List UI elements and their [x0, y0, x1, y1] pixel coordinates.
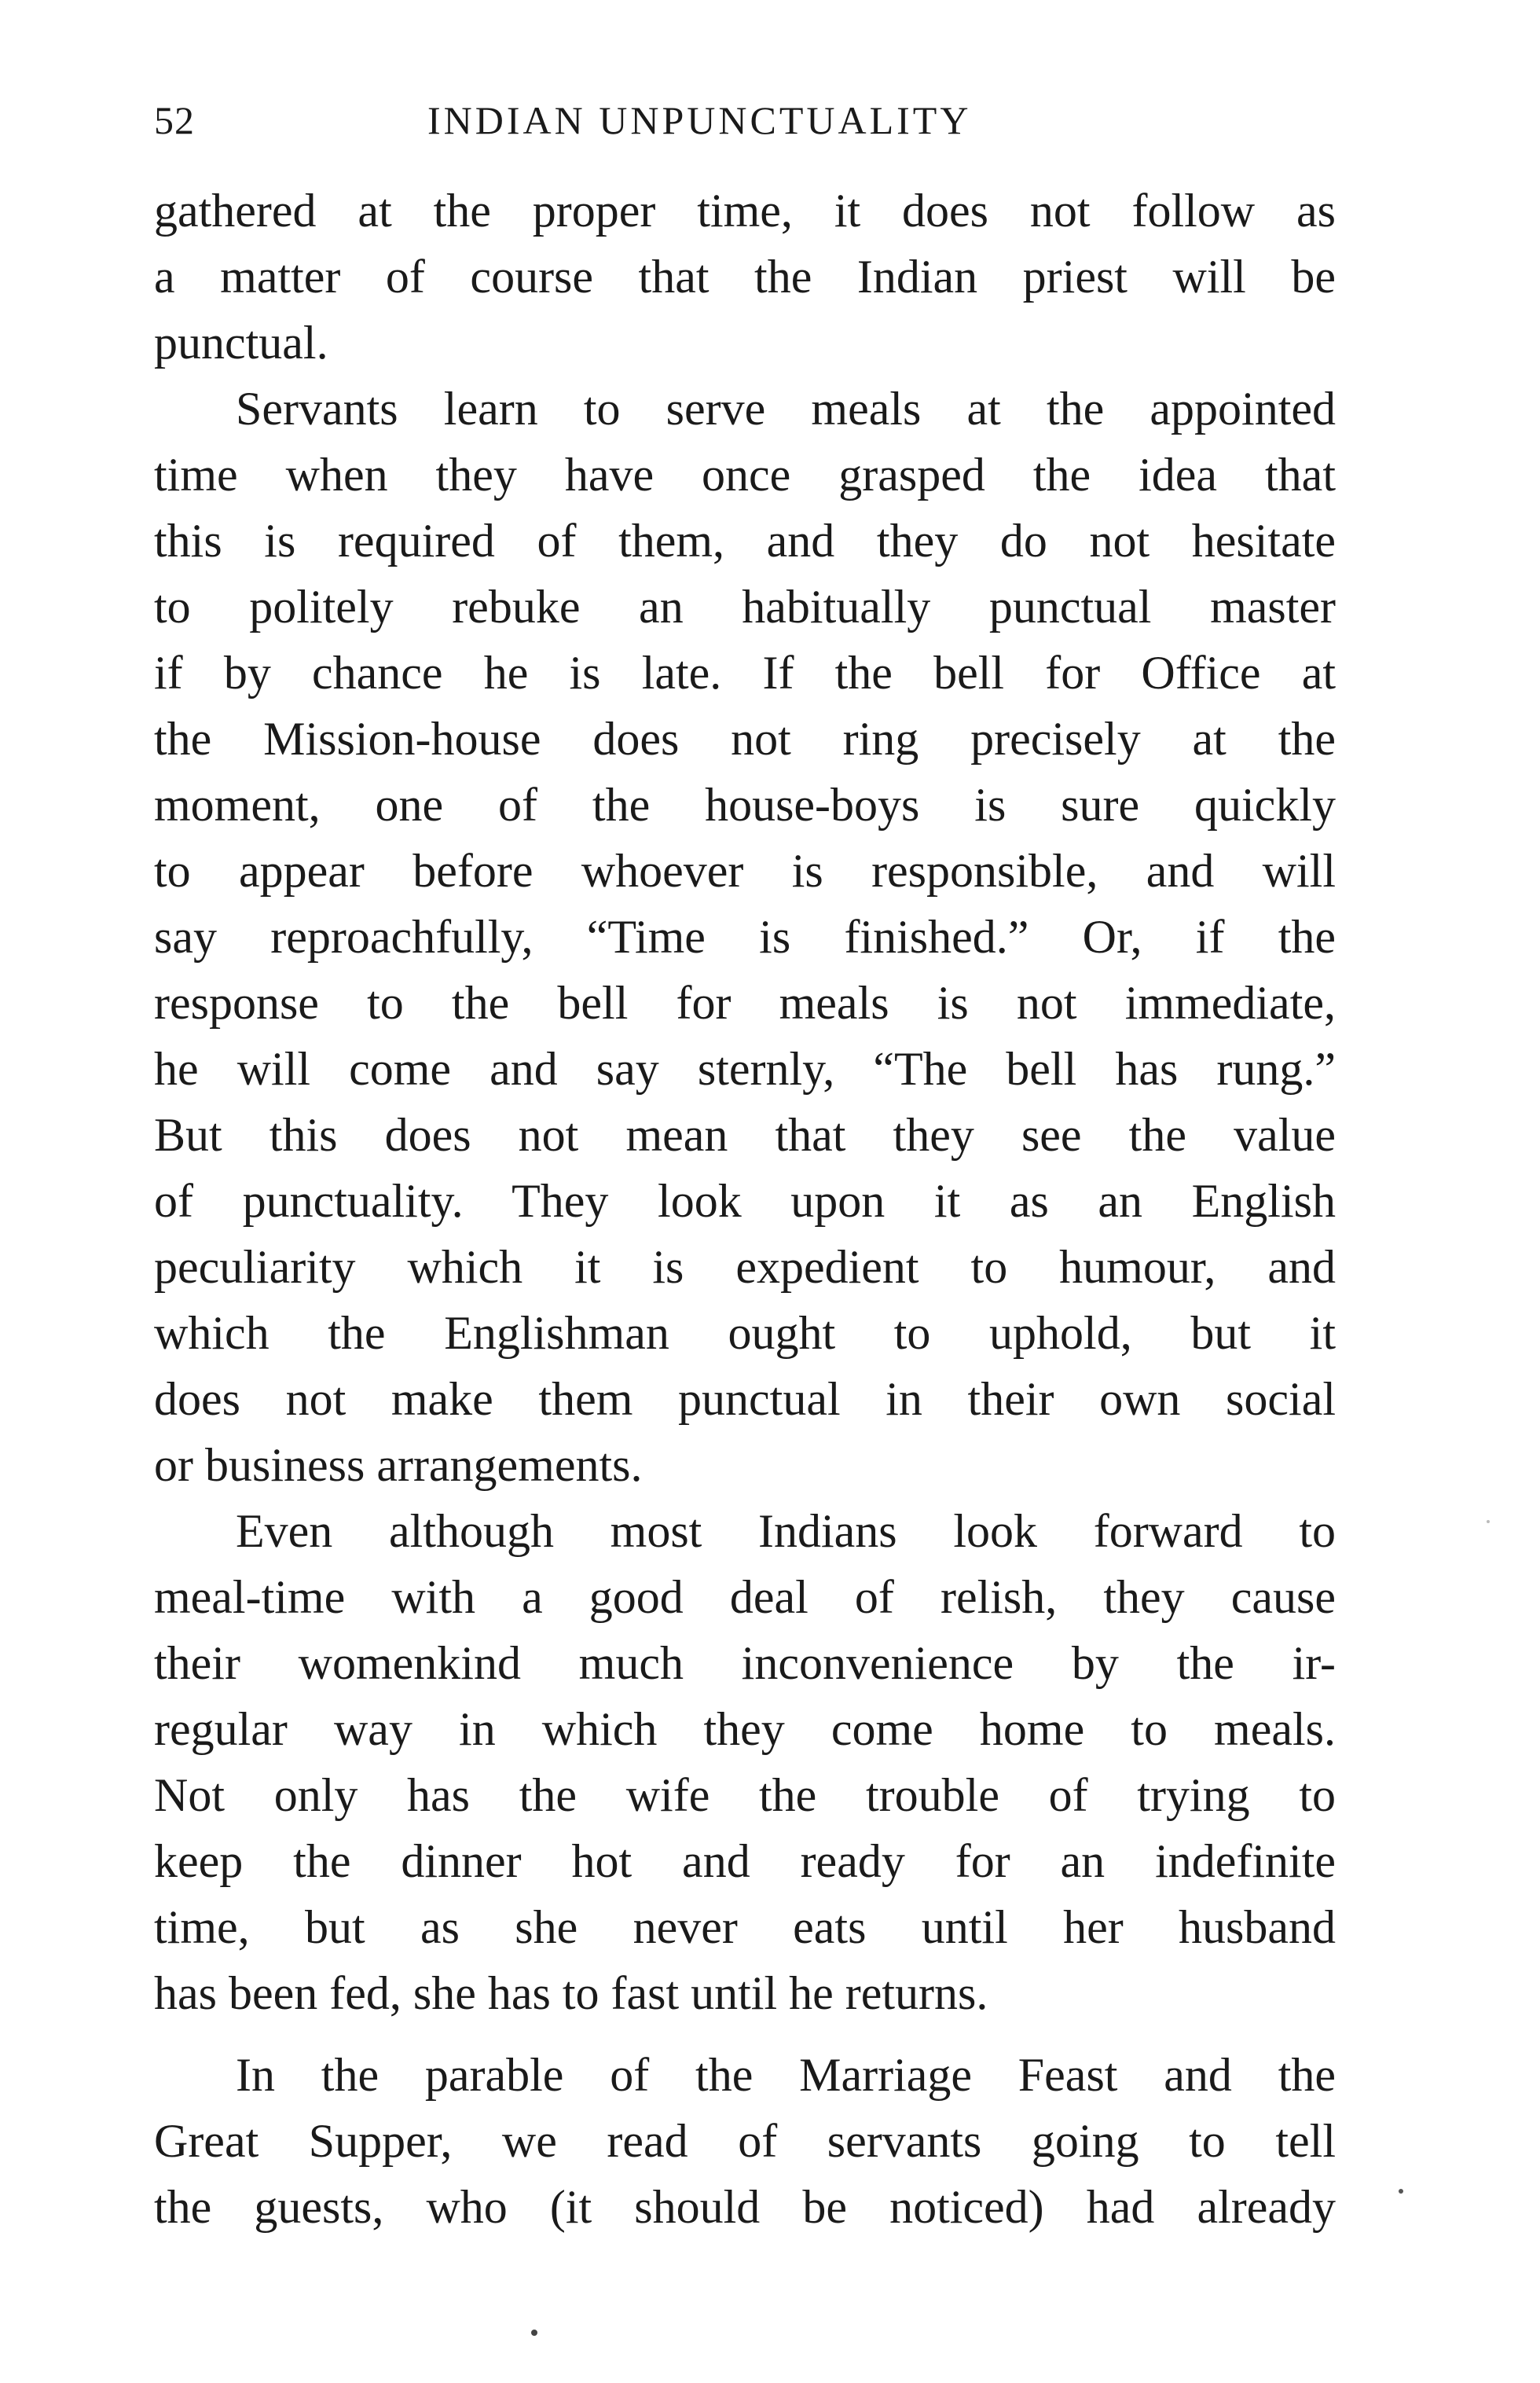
text-line: gathered at the proper time, it does not follow as: [154, 185, 1336, 237]
ink-speck: [1399, 2189, 1403, 2194]
text-line: he will come and say sternly, “The bell has rung.”: [154, 1043, 1336, 1095]
text-line: moment, one of the house-boys is sure quickly: [154, 779, 1336, 831]
text-line: if by chance he is late. If the bell for Office at: [154, 647, 1336, 699]
paragraph: [154, 2042, 1336, 2240]
page-number: 52: [154, 98, 195, 142]
text-line: In the parable of the Marriage Feast and the: [236, 2049, 1336, 2101]
text-line: Not only has the wife the trouble of trying to: [154, 1769, 1336, 1821]
text-line: or business arrangements.: [154, 1439, 643, 1491]
text-line: the Mission-house does not ring precisely at the: [154, 713, 1336, 765]
ink-speck: [531, 2330, 537, 2336]
text-line: say reproachfully, “Time is finished.” Or, if the: [154, 911, 1336, 963]
paragraph-spacer: [154, 2026, 1336, 2042]
text-line: their womenkind much inconvenience by the ir-: [154, 1637, 1336, 1689]
running-title: INDIAN UNPUNCTUALITY: [427, 98, 972, 142]
paragraph: [154, 376, 1336, 1498]
text-line: But this does not mean that they see the value: [154, 1109, 1336, 1161]
text-line: peculiarity which it is expedient to humour, and: [154, 1241, 1336, 1293]
text-line: time when they have once grasped the idea that: [154, 449, 1336, 501]
text-line: of punctuality. They look upon it as an English: [154, 1175, 1336, 1227]
text-line: Great Supper, we read of servants going to tell: [154, 2115, 1336, 2167]
paragraph: [154, 178, 1336, 376]
body-text: [154, 178, 1336, 2240]
text-line: Servants learn to serve meals at the appointed: [236, 383, 1336, 435]
text-line: to politely rebuke an habitually punctual master: [154, 581, 1336, 633]
text-line: response to the bell for meals is not immediate,: [154, 977, 1336, 1029]
text-line: meal-time with a good deal of relish, they cause: [154, 1571, 1336, 1623]
text-line: keep the dinner hot and ready for an indefinite: [154, 1835, 1336, 1887]
text-line: which the Englishman ought to uphold, but it: [154, 1307, 1336, 1359]
text-line: has been fed, she has to fast until he returns.: [154, 1967, 988, 2019]
ink-speck: [1487, 1520, 1490, 1523]
text-line: time, but as she never eats until her husband: [154, 1901, 1336, 1953]
text-line: regular way in which they come home to meals.: [154, 1703, 1336, 1755]
text-line: Even although most Indians look forward to: [236, 1505, 1336, 1557]
paragraph: [154, 1498, 1336, 2026]
text-line: the guests, who (it should be noticed) had already: [154, 2181, 1336, 2233]
text-line: to appear before whoever is responsible, and will: [154, 845, 1336, 897]
text-line: does not make them punctual in their own social: [154, 1373, 1336, 1425]
running-head: [154, 97, 1336, 152]
text-line: punctual.: [154, 317, 328, 369]
text-line: a matter of course that the Indian priest will be: [154, 251, 1336, 303]
text-line: this is required of them, and they do not hesitate: [154, 515, 1336, 567]
